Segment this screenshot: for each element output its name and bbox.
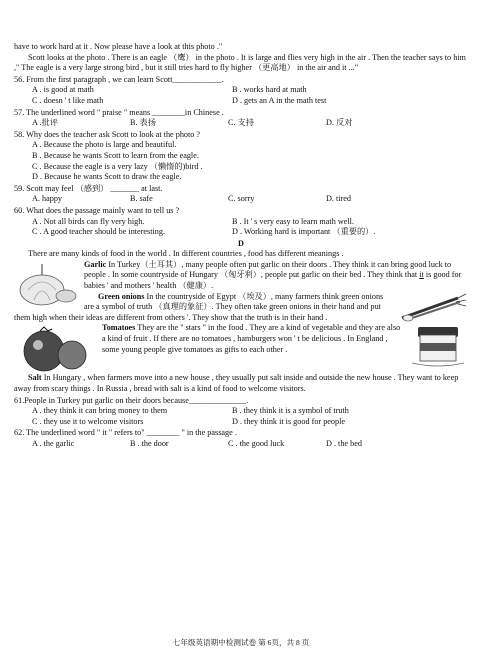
salt-heading: Salt (28, 373, 42, 383)
questions-d (14, 396, 468, 450)
question-stem: 62. The underlined word " it " refers to" ________ " in the passage . (14, 428, 237, 438)
option: B . they think it is a symbol of truth (232, 406, 349, 416)
question-stem: 60. What does the passage mainly want to tell us ? (14, 205, 180, 215)
option: B . Because he wants Scott to learn from the eagle. (32, 150, 199, 160)
option: A . they think it can bring money to them (32, 406, 168, 416)
questions-c (14, 75, 468, 238)
option: A . is good at math (32, 85, 94, 95)
passage-c-paragraph: Scott looks at the photo . There is an eagle （鹰） in the photo . It is large and flies very high in the air . Then the teacher says to him ," The eagle is a very large strong bird , but it still tries hard to fly higher （更高地） in the air and it ..." (14, 52, 466, 73)
option: B . works hard at math (232, 85, 307, 95)
option: D. tired (326, 194, 352, 204)
option: B . the door (130, 439, 169, 448)
passage-d (14, 249, 468, 394)
tomato-text: They are the " stars " in the food . They are a kind of vegetable and they are also a kind of fruit . If there are no tomatoes , hamburgers won ' t be delicious . In England , some young people give tomatoes as gifts to each other . (102, 323, 401, 354)
options-row (14, 85, 468, 96)
green-onion-image (398, 292, 468, 322)
option: C . the good luck (228, 439, 285, 448)
option: A . the garlic (32, 439, 75, 448)
option: D . Working hard is important （重要的）. (232, 227, 376, 237)
page-footer: 七年级英语期中检测试卷 第 6页，共 8 页 (172, 638, 310, 647)
option: C . they use it to welcome visitors (32, 416, 144, 426)
onion-heading: Green onions (98, 291, 145, 301)
option: C . Because the eagle is a very lazy （懒惰的)bird . (32, 161, 203, 171)
question-stem: 56. From the first paragraph , we can learn Scott____________. (14, 74, 224, 84)
garlic-image (14, 260, 80, 306)
section-letter: D (238, 238, 244, 248)
tomato-heading: Tomatoes (102, 323, 136, 333)
option: A. happy (32, 194, 63, 204)
option: D . gets an A in the math test (232, 95, 327, 105)
question-stem: 57. The underlined word " praise " means ________in Chinese . (14, 107, 224, 117)
salt-paragraph (14, 373, 468, 394)
garlic-heading: Garlic (84, 259, 107, 269)
page-content (14, 42, 468, 450)
option: D . they think it is good for people (232, 416, 346, 426)
garlic-text: is good for babies ' and mothers ' health （健康）. (84, 270, 462, 291)
option: A . Because the photo is large and beautiful. (32, 140, 177, 150)
question-stem: 58. Why does the teacher ask Scott to look at the photo ? (14, 129, 201, 139)
options-row (14, 217, 468, 228)
garlic-paragraph (14, 260, 468, 292)
option: B . It ' s very easy to learn math well. (232, 216, 354, 226)
option: D. 反对 (326, 118, 353, 128)
question-stem: 61.People in Turkey put garlic on their doors because______________. (14, 395, 249, 405)
options-row (14, 118, 468, 129)
option: D . the bed (326, 439, 362, 448)
onion-text: In the countryside of Egypt （埃及）, many farmers think green onions are a symbol of truth （真理的象征）. They often take green onions in their hand and put them high when their ideas are different from others '. They show that the truth is in their hand . (14, 291, 384, 322)
tomato-image (14, 323, 98, 373)
options-row (14, 194, 468, 205)
question-stem: 59. Scott may feel （感到） _______ at last. (14, 183, 163, 193)
options-row (14, 227, 468, 238)
option: D . Because he wants Scott to draw the eagle. (32, 172, 182, 182)
salt-text: In Hungary , when farmers move into a new house , they usually put salt inside and outside the new house . They want to keep away from scary things . In Russia , bread with salt is a kind of food to welcome visitors. (14, 373, 459, 394)
options-row (14, 96, 468, 107)
option: A .批评 (32, 118, 58, 128)
options-row (14, 406, 468, 417)
option: C . doesn ' t like math (32, 95, 104, 105)
garlic-text: In Turkey（土耳其）, many people often put garlic on their doors . They think it can bring good luck to people . In some countryside of Hungary （匈牙利）, people put garlic on their bed . They think that (84, 259, 452, 280)
option: C. sorry (228, 194, 255, 204)
salt-image (408, 323, 468, 367)
option: C. 支持 (228, 118, 254, 128)
passage-d-intro: There are many kinds of food in the world . In different countries , food has different meanings . (28, 249, 344, 259)
options-row (14, 417, 468, 428)
option: B. 表扬 (130, 118, 156, 128)
passage-c-line: have to work hard at it . Now please have a look at this photo ." (14, 42, 223, 51)
options-row (14, 439, 468, 450)
option: B. safe (130, 194, 153, 204)
underlined-word-it: it (419, 270, 424, 280)
option: A . Not all birds can fly very high. (32, 216, 145, 226)
option: C . A good teacher should be interesting. (32, 227, 166, 237)
